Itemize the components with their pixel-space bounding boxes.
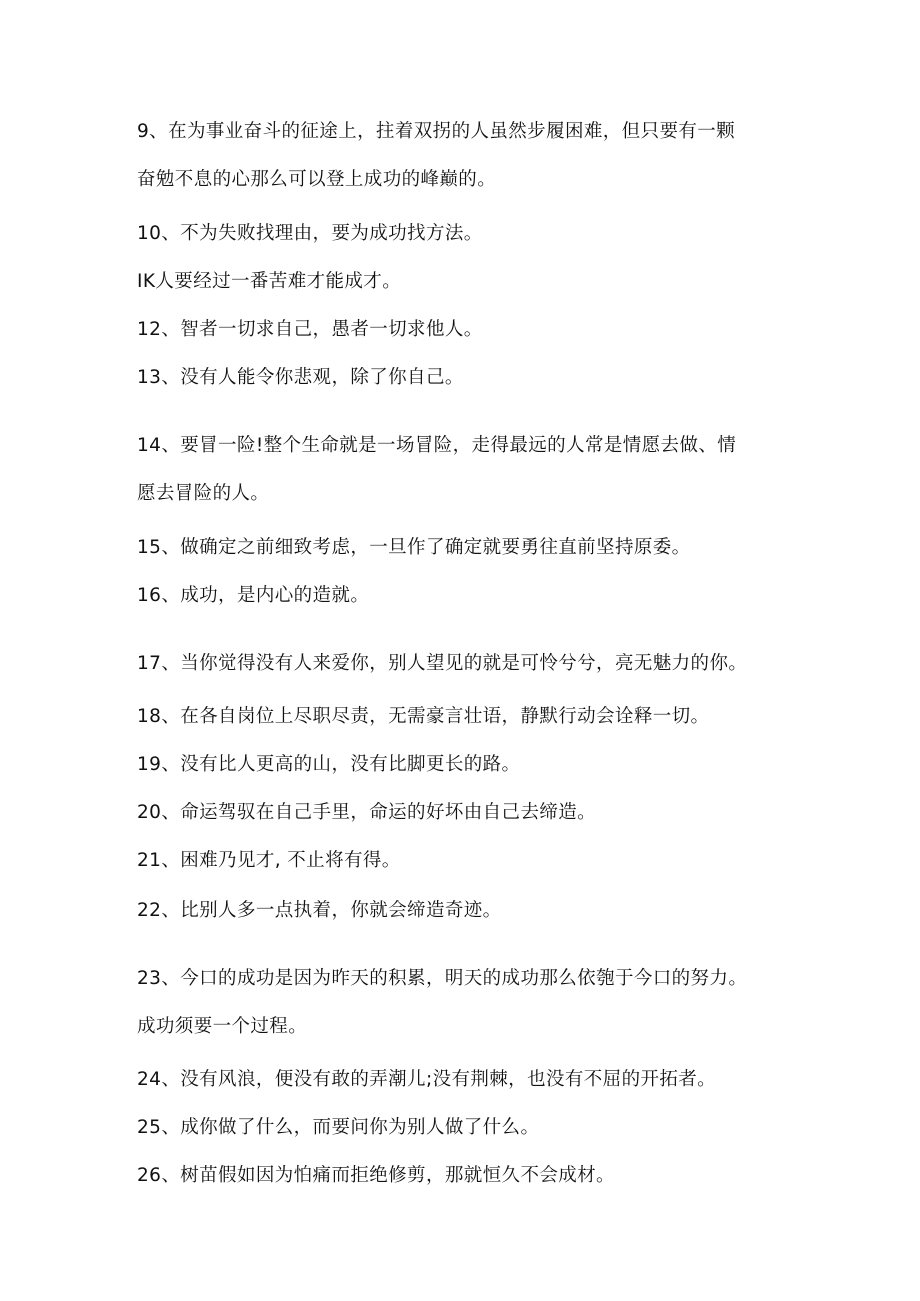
text-line: 17、当你觉得没有人来爱你，别人望见的就是可怜兮兮，亮无魅力的你。	[137, 653, 748, 674]
text-line: 12、智者一切求自己，愚者一切求他人。	[137, 319, 483, 340]
text-line: 9、在为事业奋斗的征途上，拄着双拐的人虽然步履困难，但只要有一颗	[137, 121, 736, 142]
text-line: 愿去冒险的人。	[137, 483, 270, 504]
text-line: 26、树苗假如因为怕痛而拒绝修剪，那就恒久不会成材。	[137, 1165, 615, 1186]
text-line: 18、在各自岗位上尽职尽责，无需豪言壮语，静默行动会诠释一切。	[137, 706, 710, 727]
text-line: 24、没有风浪，便没有敢的弄潮儿;没有荆棘，也没有不屈的开拓者。	[137, 1069, 717, 1090]
text-line: 13、没有人能令你悲观，除了你自己。	[137, 367, 464, 388]
text-line: 16、成功，是内心的造就。	[137, 585, 370, 606]
text-line: 14、要冒一险!整个生命就是一场冒险，走得最远的人常是情愿去做、情	[137, 435, 737, 456]
text-line: IK人要经过一番苦难才能成才。	[137, 271, 402, 292]
text-line: 20、命运驾驭在自己手里，命运的好坏由自己去缔造。	[137, 802, 597, 823]
text-line: 成功须要一个过程。	[137, 1016, 308, 1037]
text-line: 奋勉不息的心那么可以登上成功的峰巅的。	[137, 169, 497, 190]
text-line: 25、成你做了什么，而要问你为别人做了什么。	[137, 1117, 540, 1138]
text-line: 21、困难乃见才, 不止将有得。	[137, 850, 401, 871]
text-line: 23、今口的成功是因为昨天的积累，明天的成功那么依匏于今口的努力。	[137, 968, 748, 989]
text-line: 22、比别人多一点执着，你就会缔造奇迹。	[137, 900, 502, 921]
text-line: 19、没有比人更高的山，没有比脚更长的路。	[137, 754, 521, 775]
text-line: 10、不为失败找理由，要为成功找方法。	[137, 223, 483, 244]
text-line: 15、做确定之前细致考虑，一旦作了确定就要勇往直前坚持原委。	[137, 537, 691, 558]
